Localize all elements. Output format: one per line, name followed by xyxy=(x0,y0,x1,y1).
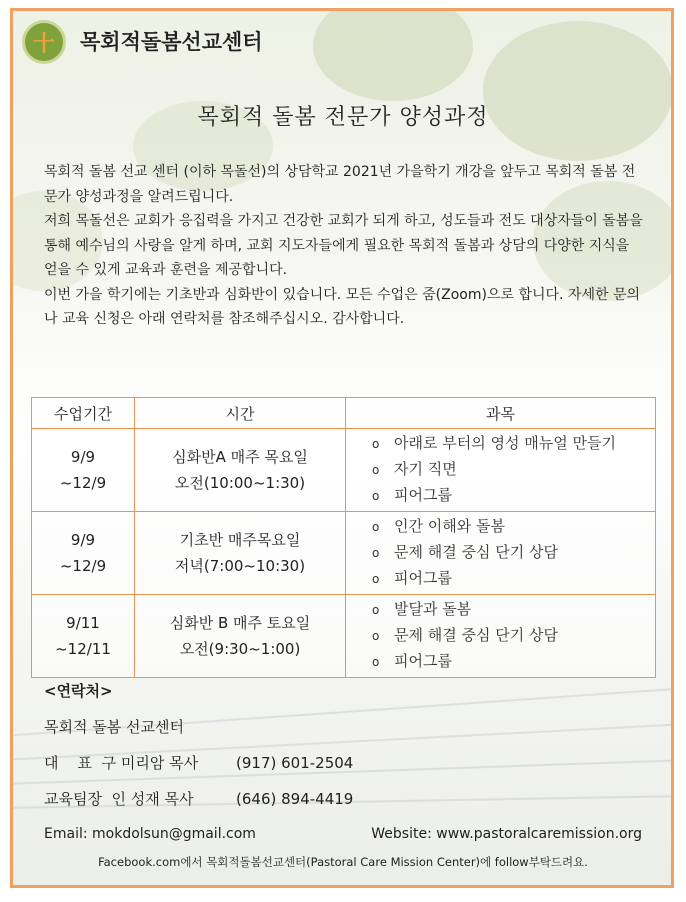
course-item: o 문제 해결 중심 단기 상담 xyxy=(372,540,655,566)
time-class-day: 기초반 매주목요일 xyxy=(179,531,301,549)
contact-center-name: 목회적 돌봄 선교센터 xyxy=(44,718,184,736)
time-class-day: 심화반A 매주 목요일 xyxy=(172,448,308,466)
org-name: 목회적돌봄선교센터 xyxy=(80,30,263,54)
background-leaf xyxy=(483,21,673,161)
facebook-note: Facebook.com에서 목회적돌봄선교센터(Pastoral Care Mission Center)에 follow부탁드려요. xyxy=(98,855,588,869)
period-cell xyxy=(32,512,135,595)
header-period: 수업기간 xyxy=(32,398,135,429)
contact-role: 교육팀장 인 성재 목사 xyxy=(44,790,194,808)
course-item: o 아래로 부터의 영성 매뉴얼 만들기 xyxy=(372,431,655,457)
course-item: o 문제 해결 중심 단기 상담 xyxy=(372,623,655,649)
contact-person-director xyxy=(44,752,353,773)
period-cell xyxy=(32,595,135,678)
intro-text xyxy=(44,160,644,332)
table-header-row xyxy=(32,398,656,429)
time-cell xyxy=(135,429,346,512)
background-leaf xyxy=(313,8,473,101)
contact-website[interactable]: Website: www.pastoralcaremission.org xyxy=(371,826,642,842)
contact-heading: <연락처> xyxy=(44,682,113,700)
table-row xyxy=(32,512,656,595)
table-row xyxy=(32,429,656,512)
period-start: 9/11 xyxy=(66,614,100,632)
cross-icon: 十 xyxy=(32,31,55,57)
time-cell xyxy=(135,595,346,678)
courses-cell xyxy=(346,429,656,512)
time-hours: 오전(10:00~1:30) xyxy=(174,474,306,492)
table-row xyxy=(32,595,656,678)
contact-phone: (917) 601-2504 xyxy=(236,754,354,772)
contact-role: 대 표 구 미리암 목사 xyxy=(44,754,199,772)
contact-email[interactable]: Email: mokdolsun@gmail.com xyxy=(44,826,256,842)
time-class-day: 심화반 B 매주 토요일 xyxy=(169,614,311,632)
period-end: ~12/9 xyxy=(59,474,107,492)
header-courses: 과목 xyxy=(346,398,656,429)
period-end: ~12/9 xyxy=(59,557,107,575)
page-title: 목회적 돌봄 전문가 양성과정 xyxy=(197,105,489,130)
contact-phone: (646) 894-4419 xyxy=(236,790,354,808)
intro-paragraph: 이번 가을 학기에는 기초반과 심화반이 있습니다. 모든 수업은 줌(Zoom)으로 합니다. 자세한 문의나 교육 신청은 아래 연락처를 참조해주십시오. 감사합니다. xyxy=(44,286,640,327)
intro-paragraph: 목회적 돌봄 선교 센터 (이하 목돌선)의 상담학교 2021년 가을학기 개강을 앞두고 목회적 돌봄 전문가 양성과정을 알려드립니다. xyxy=(44,164,636,205)
intro-paragraph: 저희 목돌선은 교회가 응집력을 가지고 건강한 교회가 되게 하고, 성도들과 전도 대상자들이 돌봄을 통해 예수님의 사랑을 알게 하며, 교회 지도자들에게 필요한 목회적 돌봄과 상담의 다양한 지식을 얻을 수 있게 교육과 훈련을 제공합니다. xyxy=(44,213,643,278)
period-cell xyxy=(32,429,135,512)
course-item: o 피어그룹 xyxy=(372,566,655,592)
courses-cell xyxy=(346,512,656,595)
center-logo xyxy=(22,20,66,64)
contact-person-education xyxy=(44,788,353,809)
course-item: o 인간 이해와 돌봄 xyxy=(372,514,655,540)
courses-cell xyxy=(346,595,656,678)
time-hours: 오전(9:30~1:00) xyxy=(179,640,301,658)
schedule-table xyxy=(31,397,656,678)
header-time: 시간 xyxy=(135,398,346,429)
time-hours: 저녁(7:00~10:30) xyxy=(174,557,306,575)
course-item: o 발달과 돌봄 xyxy=(372,597,655,623)
time-cell xyxy=(135,512,346,595)
period-end: ~12/11 xyxy=(55,640,111,658)
period-start: 9/9 xyxy=(70,531,96,549)
course-item: o 피어그룹 xyxy=(372,649,655,675)
course-item: o 자기 직면 xyxy=(372,457,655,483)
course-item: o 피어그룹 xyxy=(372,483,655,509)
period-start: 9/9 xyxy=(70,448,96,466)
